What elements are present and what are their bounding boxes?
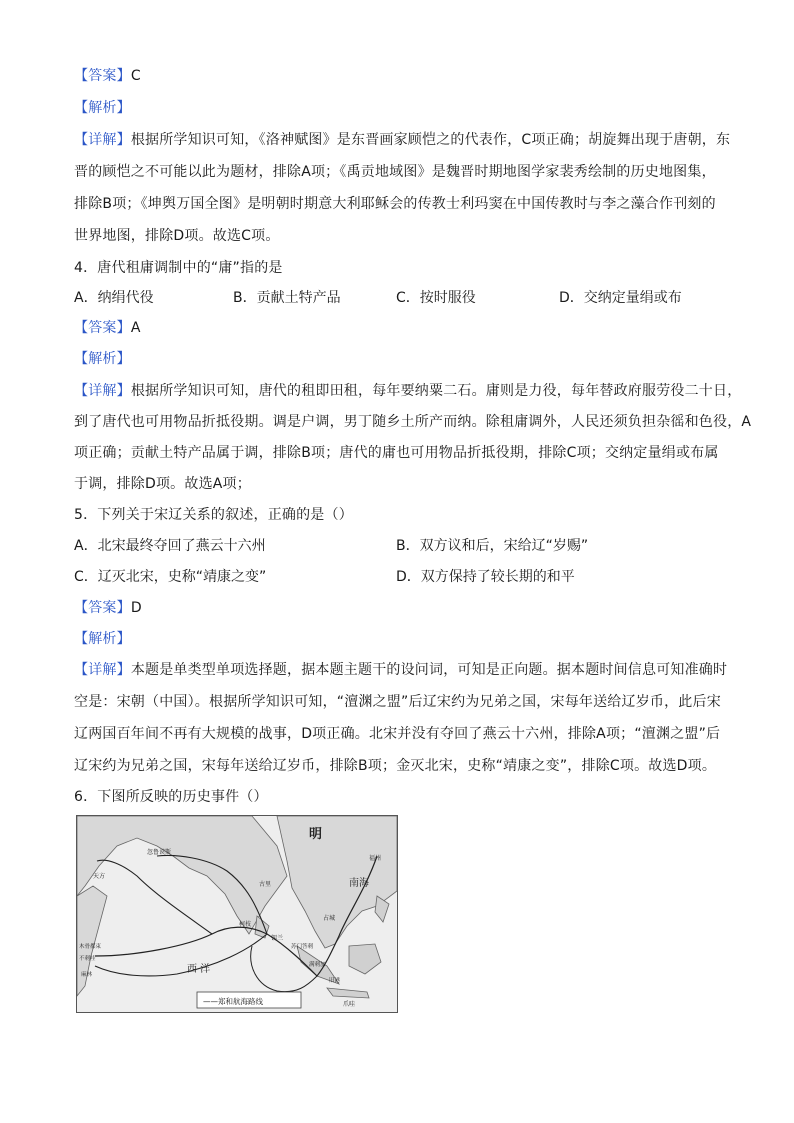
q3-detail-line-1 (74, 130, 730, 150)
q4-answer (74, 318, 141, 338)
answer-tag: 【答案】 (74, 68, 131, 84)
label-ming: 明 (309, 827, 323, 842)
label-hormuz: 忽鲁谟斯 (147, 849, 172, 856)
q5-analysis-tag: 【解析】 (74, 631, 131, 647)
q3-detail-line-2: 晋的顾恺之不可能以此为题材，排除A项；《禹贡地域图》是魏晋时期地图学家裴秀绘制的历史地图集， (74, 164, 716, 180)
q4-option-c: C．按时服役 (396, 290, 476, 306)
label-java: 爪哇 (343, 1001, 356, 1008)
q4-detail-line-2: 到了唐代也可用物品折抵役期。调是户调，男丁随乡土所产而纳。除租庸调外，人民还须负担杂徭和色役，A (74, 414, 752, 430)
q5-detail-line-1 (74, 660, 727, 680)
detail-text: 本题是单类型单项选择题，据本题主题干的设问词，可知是正向题。据本题时间信息可知准确时 (130, 662, 728, 678)
q5-detail-line-4: 辽宋约为兄弟之国，宋每年送给辽岁币，排除B项；金灭北宋，史称“靖康之变”，排除C项。故选D项。 (74, 758, 717, 774)
zheng-he-voyage-map (76, 815, 398, 1013)
q6-stem: 6．下图所反映的历史事件（） (74, 789, 268, 805)
q5-stem: 5．下列关于宋辽关系的叙述，正确的是（） (74, 507, 353, 523)
label-jiugang: 旧港 (329, 978, 341, 984)
label-mogadishu: 木骨都束 (79, 944, 102, 950)
q3-detail-line-3: 排除B项；《坤舆万国全图》是明朝时期意大利耶稣会的传教士利玛窦在中国传教时与李之藻合作刊刻的 (74, 196, 716, 212)
label-bulawa: 不剌哇 (79, 956, 96, 962)
q3-detail-line-4: 世界地图，排除D项。故选C项。 (74, 228, 280, 244)
label-malindi: 麻林 (81, 972, 93, 978)
label-xilan: 锡兰 (271, 935, 284, 942)
q4-detail-line-1 (74, 381, 741, 401)
answer-value: D (130, 600, 142, 616)
q3-analysis-tag: 【解析】 (74, 100, 131, 116)
q5-option-a: A．北宋最终夺回了燕云十六州 (74, 538, 266, 554)
label-mecca: 天方 (93, 873, 106, 880)
answer-value: A (130, 320, 141, 336)
answer-tag: 【答案】 (74, 600, 131, 616)
detail-text: 根据所学知识可知，《洛神赋图》是东晋画家顾恺之的代表作，C项正确；胡旋舞出现于唐朝，东 (130, 132, 731, 148)
detail-text: 根据所学知识可知，唐代的租即田租，每年要纳粟二石。庸则是力役，每年替政府服劳役二十日， (130, 383, 742, 399)
q5-option-d: D．双方保持了较长期的和平 (396, 569, 575, 585)
q4-detail-line-3: 项正确；贡献土特产品属于调，排除B项；唐代的庸也可用物品折抵役期，排除C项；交纳定量绢或布属 (74, 445, 719, 461)
q4-detail-line-4: 于调，排除D项。故选A项； (74, 476, 251, 492)
q5-detail-line-3: 辽两国百年间不再有大规模的战事，D项正确。北宋并没有夺回了燕云十六州，排除A项；“澶渊之盟”后 (74, 726, 721, 742)
label-south-sea: 南海 (349, 878, 369, 889)
label-zhancheng: 占城 (323, 915, 336, 922)
label-sumatra: 苏门答剌 (291, 944, 314, 950)
map-svg (77, 816, 397, 1012)
label-west-ocean: 西 洋 (187, 964, 211, 975)
q4-option-d: D．交纳定量绢或布 (559, 290, 682, 306)
q4-stem: 4．唐代租庸调制中的“庸”指的是 (74, 260, 283, 276)
q5-option-b: B．双方议和后，宋给辽“岁赐” (396, 538, 589, 554)
detail-tag: 【详解】 (74, 383, 131, 399)
q4-analysis-tag: 【解析】 (74, 351, 131, 367)
map-legend-text: ——郑和航海路线 (203, 997, 263, 1006)
q4-option-b: B．贡献土特产品 (233, 290, 341, 306)
label-guli: 古里 (259, 881, 272, 888)
q3-answer (74, 66, 141, 86)
label-fuzhou: 福州 (369, 855, 382, 862)
answer-tag: 【答案】 (74, 320, 131, 336)
q5-option-c: C．辽灭北宋，史称“靖康之变” (74, 569, 267, 585)
q5-answer (74, 598, 142, 618)
answer-value: C (130, 68, 141, 84)
detail-tag: 【详解】 (74, 132, 131, 148)
label-malacca: 满剌加 (309, 962, 326, 968)
q4-option-a: A．纳绢代役 (74, 290, 154, 306)
detail-tag: 【详解】 (74, 662, 131, 678)
q5-detail-line-2: 空是：宋朝（中国）。根据所学知识可知，“澶渊之盟”后辽宋约为兄弟之国，宋每年送给辽岁币，此后宋 (74, 694, 721, 710)
label-kezhi: 柯枝 (239, 921, 252, 928)
